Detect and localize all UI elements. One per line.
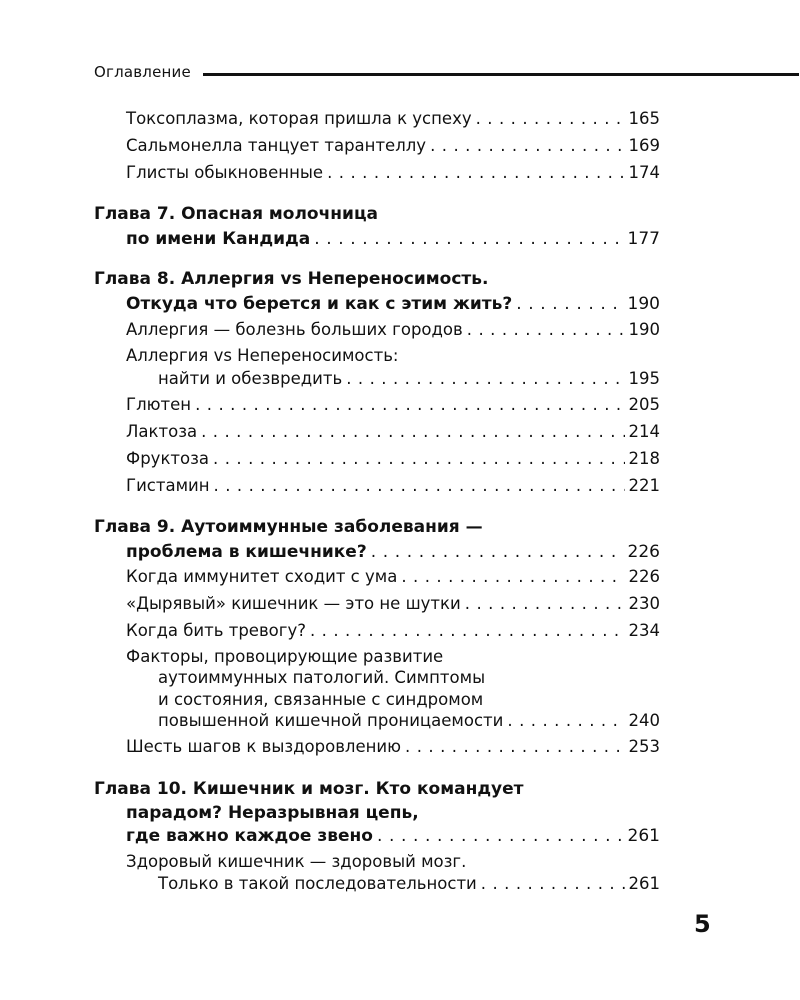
toc-entry-page: 218: [628, 449, 660, 468]
running-header: [94, 60, 799, 84]
toc-entry-page: 240: [628, 711, 660, 730]
toc-entry-page: 234: [628, 621, 660, 640]
toc-entry-page: 261: [627, 826, 660, 846]
toc-chapter-title: Откуда что берется и как с этим жить?: [126, 294, 513, 314]
toc-entry-allergy-vs-line2: [158, 368, 660, 390]
toc-chapter-title: Глава 7. Опасная молочница: [94, 204, 379, 224]
toc-entry-title: Когда бить тревогу?: [126, 621, 306, 640]
toc-entry-page: 195: [628, 369, 660, 388]
toc-entry-page: 205: [628, 395, 660, 414]
toc-entry-salmonella: [126, 135, 660, 157]
toc-chapter-title: Глава 9. Аутоиммунные заболевания —: [94, 517, 483, 537]
toc-entry-factors-line1: [126, 646, 660, 668]
toc-entry-title: Гистамин: [126, 476, 210, 495]
toc-entry-title: Лактоза: [126, 422, 198, 441]
toc-entry-title: Шесть шагов к выздоровлению: [126, 737, 402, 756]
toc-chapter-title: где важно каждое звено: [126, 826, 373, 846]
dot-leader: [405, 736, 624, 758]
toc-entry-factors-line3: [158, 689, 660, 711]
toc-entry-six-steps: [126, 736, 660, 758]
dot-leader: [310, 620, 625, 642]
toc-chapter-title: парадом? Неразрывная цепь,: [126, 803, 419, 823]
dot-leader: [377, 825, 624, 847]
toc-entry-allergy-city: [126, 319, 660, 341]
header-rule: [203, 73, 799, 76]
toc-entry-page: 165: [628, 109, 660, 128]
toc-entry-healthy-line1: [126, 851, 660, 873]
toc-entry-toxoplasma: [126, 108, 660, 130]
toc-chapter-9-line2: [126, 541, 660, 563]
toc-entry-title: «Дырявый» кишечник — это не шутки: [126, 594, 461, 613]
dot-leader: [467, 319, 625, 341]
toc-entry-page: 226: [628, 567, 660, 586]
dot-leader: [371, 541, 624, 563]
dot-leader: [327, 162, 624, 184]
toc-entry-title: Глисты обыкновенные: [126, 163, 324, 182]
dot-leader: [401, 566, 624, 588]
toc-entry-allergy-vs-line1: [126, 345, 660, 367]
dot-leader: [201, 421, 624, 443]
toc-entry-page: 190: [627, 294, 660, 314]
dot-leader: [195, 394, 624, 416]
toc-entry-alarm: [126, 620, 660, 642]
dot-leader: [507, 710, 624, 732]
toc-entry-histamine: [126, 475, 660, 497]
dot-leader: [481, 873, 625, 895]
toc-entry-page: 226: [627, 542, 660, 562]
toc-entry-title: Аллергия — болезнь больших городов: [126, 320, 463, 339]
dot-leader: [476, 108, 625, 130]
toc-entry-page: 253: [628, 737, 660, 756]
dot-leader: [314, 228, 623, 250]
toc-entry-page: 261: [628, 874, 660, 893]
toc-entry-title: Аллергия vs Непереносимость:: [126, 346, 399, 365]
toc-chapter-7-line2: [126, 228, 660, 250]
toc-entry-worms: [126, 162, 660, 184]
toc-entry-page: 221: [628, 476, 660, 495]
toc-entry-title: Когда иммунитет сходит с ума: [126, 567, 398, 586]
toc-entry-title: Токсоплазма, которая пришла к успеху: [126, 109, 472, 128]
toc-entry-page: 169: [628, 136, 660, 155]
toc-chapter-10-line3: [126, 825, 660, 847]
toc-entry-title: Здоровый кишечник — здоровый мозг.: [126, 852, 467, 871]
page-number: 5: [694, 910, 711, 938]
toc-entry-title: Факторы, провоцирующие развитие: [126, 647, 444, 666]
dot-leader: [213, 448, 625, 470]
toc-chapter-title: Глава 8. Аллергия vs Непереносимость.: [94, 269, 489, 289]
toc-entry-fructose: [126, 448, 660, 470]
toc-entry-gluten: [126, 394, 660, 416]
toc-chapter-title: проблема в кишечнике?: [126, 542, 367, 562]
toc-chapter-title: по имени Кандида: [126, 229, 311, 249]
dot-leader: [214, 475, 625, 497]
toc-entry-page: 174: [628, 163, 660, 182]
toc-entry-lactose: [126, 421, 660, 443]
toc-entry-title: аутоиммунных патологий. Симптомы: [158, 668, 486, 687]
toc-entry-title: и состояния, связанные с синдромом: [158, 690, 484, 709]
toc-chapter-title: Глава 10. Кишечник и мозг. Кто командует: [94, 779, 524, 799]
toc-entry-page: 190: [628, 320, 660, 339]
dot-leader: [430, 135, 624, 157]
toc-chapter-8-line1: [94, 268, 660, 290]
toc-entry-title: Глютен: [126, 395, 192, 414]
toc-chapter-8-line2: [126, 293, 660, 315]
toc-entry-title: Сальмонелла танцует тарантеллу: [126, 136, 427, 155]
toc-entry-title: Только в такой последовательности: [158, 874, 477, 893]
toc-entry-page: 230: [628, 594, 660, 613]
toc-entry-title: найти и обезвредить: [158, 369, 343, 388]
toc-entry-factors-line2: [158, 667, 660, 689]
toc-chapter-10-line1: [94, 778, 660, 800]
toc-entry-immunity: [126, 566, 660, 588]
toc-entry-page: 177: [627, 229, 660, 249]
dot-leader: [346, 368, 624, 390]
toc-entry-title: Фруктоза: [126, 449, 209, 468]
toc-entry-leaky-gut: [126, 593, 660, 615]
toc-chapter-10-line2: [126, 802, 660, 824]
dot-leader: [465, 593, 625, 615]
toc-entry-factors-line4: [158, 710, 660, 732]
toc-chapter-9-line1: [94, 516, 660, 538]
dot-leader: [516, 293, 623, 315]
toc-entry-healthy-line2: [158, 873, 660, 895]
toc-entry-page: 214: [628, 422, 660, 441]
toc-entry-title: повышенной кишечной проницаемости: [158, 711, 504, 730]
header-title: Оглавление: [94, 63, 191, 81]
toc-chapter-7-line1: [94, 203, 660, 225]
